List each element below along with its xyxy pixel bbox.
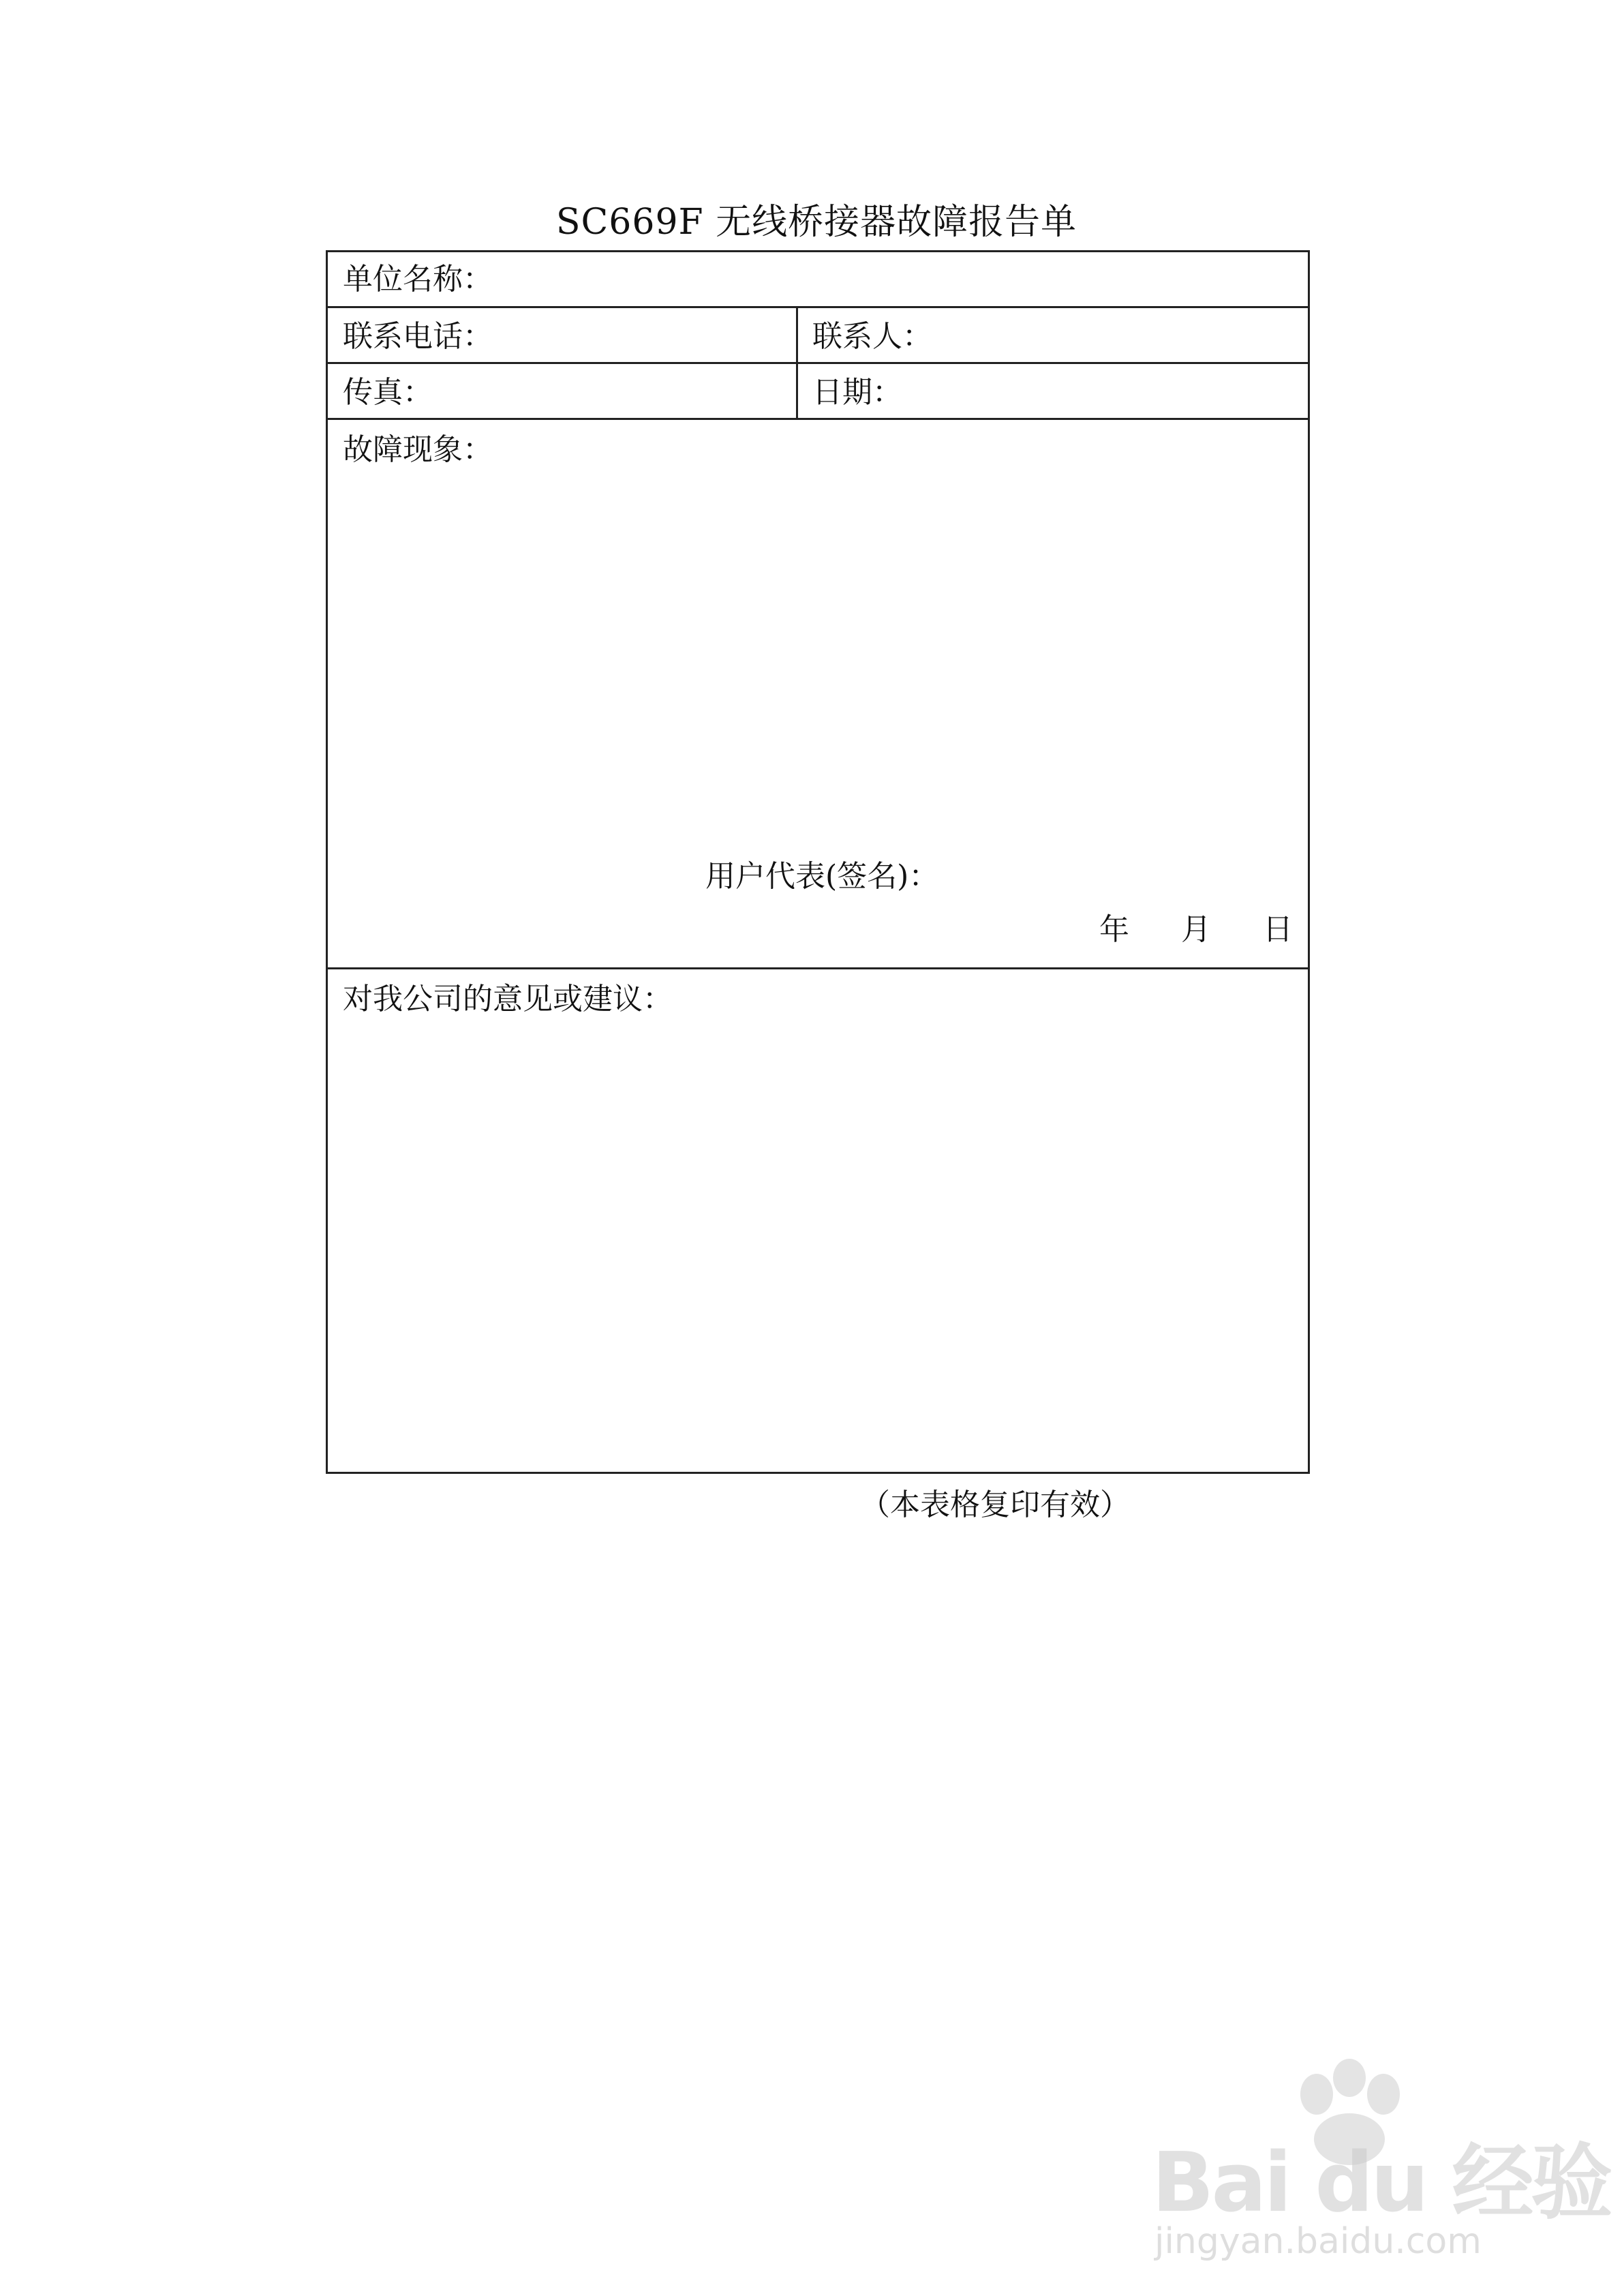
column-divider — [796, 308, 798, 362]
contact-person-label: 联系人： — [812, 319, 932, 354]
page-title: SC669F 无线桥接器故障报告单 — [555, 202, 1077, 243]
copy-valid-note: （本表格复印有效） — [860, 1487, 1130, 1522]
day-label: 日 — [1263, 912, 1293, 947]
fax-label: 传真： — [343, 375, 433, 410]
suggestions-label: 对我公司的意见或建议： — [343, 982, 673, 1016]
user-signature-label: 用户代表(签名)： — [705, 859, 939, 894]
row-fault-description — [328, 420, 1308, 969]
date-label: 日期： — [812, 375, 902, 410]
fault-description-label: 故障现象： — [343, 432, 493, 467]
watermark-url: jingyan.baidu.com — [1154, 2221, 1482, 2262]
row-suggestions — [328, 969, 1308, 1472]
report-form — [326, 250, 1310, 1474]
watermark-brand: Bai du 经验 — [1152, 2136, 1610, 2231]
column-divider — [796, 364, 798, 418]
baidu-jingyan-watermark — [1152, 2059, 1610, 2263]
row-phone-contact — [328, 308, 1308, 364]
unit-name-label: 单位名称： — [343, 262, 493, 297]
row-fax-date — [328, 364, 1308, 420]
month-label: 月 — [1181, 912, 1211, 947]
row-unit-name — [328, 252, 1308, 308]
year-label: 年 — [1099, 912, 1129, 947]
phone-label: 联系电话： — [343, 319, 493, 354]
